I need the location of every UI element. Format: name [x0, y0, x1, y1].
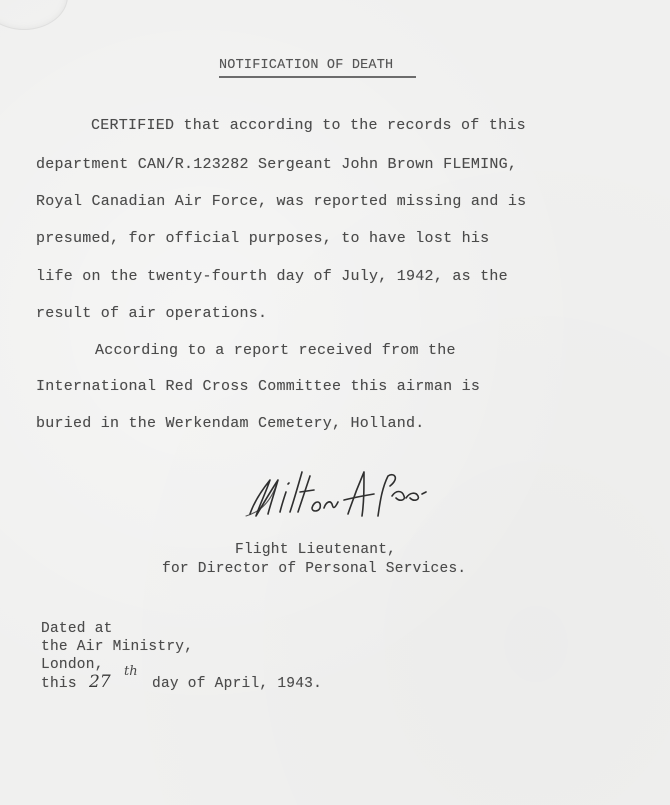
- dated-prefix: this: [41, 676, 77, 692]
- paragraph-line: result of air operations.: [36, 305, 268, 322]
- embossed-seal-icon: [0, 0, 68, 30]
- dated-line: London,: [41, 657, 104, 673]
- paragraph-line: Royal Canadian Air Force, was reported missing and is: [36, 193, 527, 210]
- paragraph-line: International Red Cross Committee this airman is: [36, 378, 481, 395]
- paragraph-line: presumed, for official purposes, to have lost his: [36, 230, 490, 247]
- signatory-rank: Flight Lieutenant,: [235, 542, 397, 558]
- handwritten-day-suffix: th: [124, 664, 138, 679]
- title-underline: [219, 76, 416, 78]
- handwritten-day-number: 27: [89, 672, 111, 692]
- paragraph-line: department CAN/R.123282 Sergeant John Brown FLEMING,: [36, 156, 518, 173]
- paragraph-line: life on the twenty-fourth day of July, 1942, as the: [36, 268, 508, 285]
- handwritten-signature: [240, 462, 470, 527]
- document-title: NOTIFICATION OF DEATH: [219, 58, 394, 73]
- dated-rest: day of April, 1943.: [152, 676, 323, 692]
- paragraph-line: According to a report received from the: [95, 342, 456, 359]
- paragraph-line: CERTIFIED that according to the records of this: [91, 117, 526, 134]
- signatory-department: for Director of Personal Services.: [162, 561, 467, 577]
- paragraph-line: buried in the Werkendam Cemetery, Holland.: [36, 415, 425, 432]
- dated-line: Dated at: [41, 621, 113, 637]
- dated-line: the Air Ministry,: [41, 639, 194, 655]
